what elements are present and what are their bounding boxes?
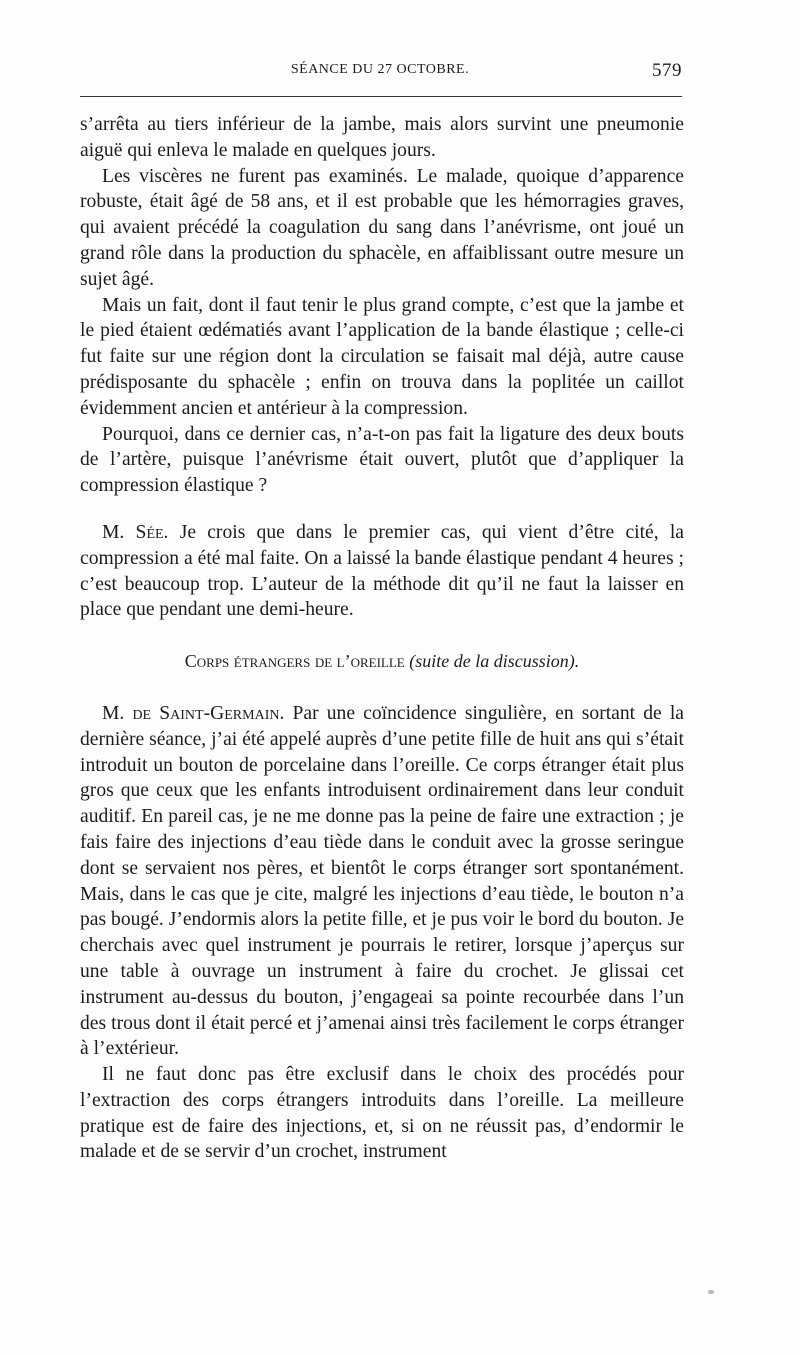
paragraph-4: Pourquoi, dans ce dernier cas, n’a-t-on pas fait la ligature des deux bouts de l’artère, puisque l’anévrisme était ouvert, plutôt que d’appliquer la compression élastique ? — [80, 423, 684, 497]
spacer — [80, 675, 684, 701]
speaker-name: M. de Saint-Germain. — [102, 702, 285, 724]
paragraph-3: Mais un fait, dont il faut tenir le plus grand compte, c’est que la jambe et le pied étaient œdématiés avant l’application de la bande élastique ; celle-ci fut faite sur une région dont la circulation se faisait mal déjà, autre cause prédisposante du sphacèle ; enfin on trouva dans la poplitée un caillot évidemment ancien et antérieur à la compression. — [80, 294, 684, 419]
spacer — [80, 623, 684, 649]
paragraph-5 — [80, 520, 684, 623]
paragraph-5-text: Je crois que dans le premier cas, qui vient d’être cité, la compression a été mal faite. On a laissé la bande élastique pendant 4 heures ; c’est beaucoup trop. L’auteur de la méthode dit qu’il ne faut la laisser en place que pendant une demi-heure. — [80, 521, 684, 621]
paragraph-6 — [80, 701, 684, 1062]
section-title: Corps étrangers de l’oreille — [184, 651, 405, 672]
paragraph-7: Il ne faut donc pas être exclusif dans le choix des procédés pour l’extraction des corps étrangers introduits dans l’oreille. La meilleure pratique est de faire des injections, et, si on ne réussit pas, d’endormir le malade et de se servir d’un crochet, instrument — [80, 1064, 684, 1163]
section-heading — [80, 649, 684, 675]
running-title: SÉANCE DU 27 OCTOBRE. — [290, 62, 470, 77]
page-number: 579 — [652, 60, 682, 81]
spacer — [80, 499, 684, 520]
paragraph-2: Les viscères ne furent pas examinés. Le malade, quoique d’apparence robuste, était âgé de 58 ans, et il est probable que les hémorragies graves, qui avaient précédé la coagulation du sang dans l’anévrisme, ont joué un grand rôle dans la production du sphacèle, en affaiblissant outre mesure un sujet âgé. — [80, 165, 684, 290]
paragraph-1: s’arrêta au tiers inférieur de la jambe, mais alors survint une pneumonie aiguë qui enleva le malade en quelques jours. — [80, 114, 684, 161]
speaker-name: M. Sée. — [102, 521, 169, 543]
paper-speck — [708, 1290, 714, 1294]
paragraph-6-text: Par une coïncidence singulière, en sortant de la dernière séance, j’ai été appelé auprès d’une petite fille de huit ans qui s’était introduit un bouton de porcelaine dans l’oreille. Ce corps étranger était plus gros que ceux que les enfants introduisent ordinairement dans leur conduit auditif. En pareil cas, je ne me donne pas la peine de faire une extraction ; je fais faire des injections d’eau tiède dans le conduit avec la grosse seringue dont se servaient nos pères, et bientôt le corps étranger sort spontanément. Mais, dans le cas que je cite, malgré les injections d’eau tiède, le bouton n’a pas bougé. J’endormis alors la petite fille, et je pus voir le bord du bouton. Je cherchais avec quel instrument je pourrais le retirer, lorsque j’aperçus sur une table à ouvrage un instrument à faire du crochet. Je glissai cet instrument au-dessus du bouton, j’engageai sa pointe recourbée dans l’un des trous dont il était percé et j’amenai ainsi très facilement le corps étranger à l’extérieur. — [80, 702, 685, 1060]
section-subtitle: (suite de la discussion). — [409, 651, 580, 672]
header-rule — [80, 96, 682, 97]
page-body — [80, 112, 684, 1165]
